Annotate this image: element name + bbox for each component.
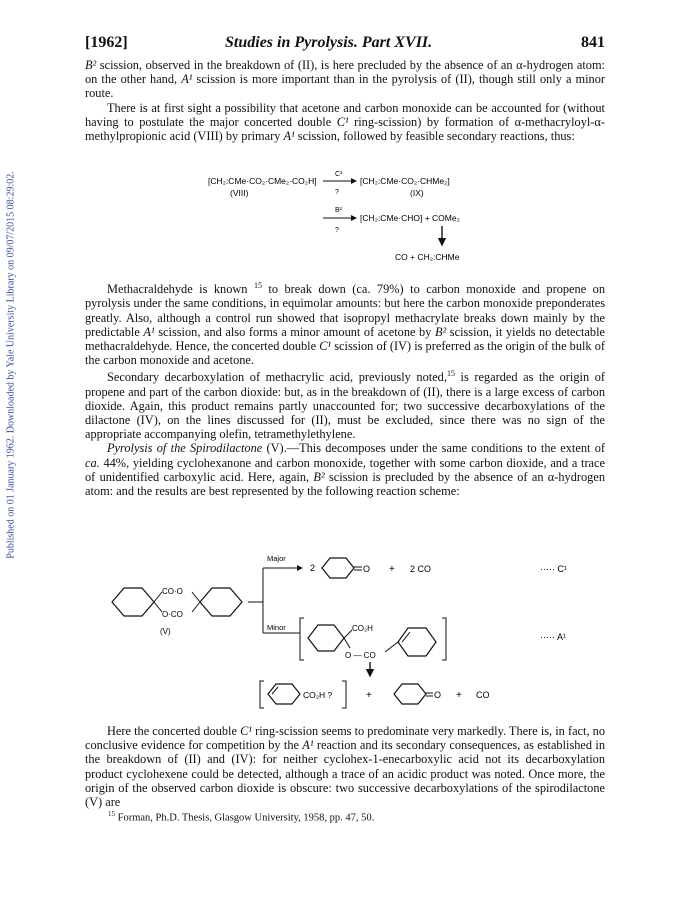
cyclohexanone-ring bbox=[322, 558, 354, 578]
reference-superscript: 15 bbox=[446, 369, 455, 379]
text-run: reaction and its secondary consequences, as established in the breakdown of (II) and (IV): for neither cyclohex-1-enecarboxylic acid not its decarboxylation product cyclohexene could be detected, although a trace of an acidic product was noted. Once more, the origin of the observed carbon dioxide is obscure: two successive decarboxylations of the spirodilactone (V) are bbox=[85, 738, 605, 810]
arrow-b2-label: B² bbox=[335, 207, 342, 214]
reaction-scheme-1 bbox=[0, 168, 699, 268]
two-co: 2 CO bbox=[410, 564, 432, 574]
bracket-left bbox=[260, 681, 264, 708]
compound-viii: [CH₂:CMe·CO₂·CMe₂·CO₂H] bbox=[208, 176, 317, 186]
o-co-chain: O — CO bbox=[345, 651, 376, 660]
plus-sign: + bbox=[389, 564, 395, 575]
o-co-label: O·CO bbox=[162, 610, 183, 619]
text-run: scission is more important than in the pyrolysis of (II), though still only a minor route. bbox=[85, 72, 606, 101]
question-mark: ? bbox=[335, 227, 339, 234]
co-o-label: CO·O bbox=[162, 587, 183, 596]
text-run: scission is precluded by the absence of an α-hydrogen atom: and the results are best represented by the following reaction scheme: bbox=[85, 469, 605, 499]
coefficient: 2 bbox=[310, 563, 316, 573]
header-title: Studies in Pyrolysis. Part XVII. bbox=[225, 34, 433, 51]
section-heading: Pyrolysis of the Spirodilactone bbox=[107, 441, 263, 456]
symbol: C¹ bbox=[319, 338, 332, 353]
text-run: scission, followed by feasible secondary reactions, thus: bbox=[294, 129, 575, 144]
text-run: scission of (IV) is preferred as the origin of the bulk of the carbon monoxide and acetone. bbox=[85, 338, 605, 368]
text-run: Secondary decarboxylation of methacrylic acid, previously noted, bbox=[107, 370, 447, 385]
paragraph-6 bbox=[85, 724, 605, 809]
symbol: C¹ bbox=[336, 114, 349, 129]
symbol: B² bbox=[434, 324, 447, 339]
symbol: A¹ bbox=[181, 72, 193, 87]
double-bond bbox=[402, 632, 410, 642]
bond bbox=[154, 602, 162, 612]
arrow-c1-label: C¹ bbox=[335, 171, 343, 178]
sidebar-text: Published on 01 January 1962. Downloaded by Yale University Library on 09/07/2015 08:29:02. bbox=[5, 171, 17, 559]
body-text-bottom bbox=[85, 724, 605, 809]
header-year: [1962] bbox=[85, 34, 128, 51]
paragraph-3 bbox=[85, 279, 605, 367]
bond bbox=[344, 638, 350, 648]
bracket-right bbox=[342, 681, 346, 708]
bond bbox=[154, 592, 162, 602]
label-v: (V) bbox=[160, 627, 171, 636]
cyclohexane-ring bbox=[200, 588, 242, 616]
plus-sign: + bbox=[366, 690, 372, 701]
symbol: C¹ bbox=[240, 724, 253, 738]
c1-pathway-label: ····· C¹ bbox=[540, 564, 567, 574]
text-run: Methacraldehyde is known bbox=[107, 282, 254, 297]
symbol: A¹ bbox=[143, 324, 155, 339]
cyclohexane-ring bbox=[112, 588, 154, 616]
bond bbox=[344, 630, 352, 638]
body-text-top bbox=[85, 58, 605, 143]
products-2: [CH₂:CMe·CHO] + COMe₂ bbox=[360, 213, 460, 223]
bracket-left bbox=[300, 618, 304, 660]
text-run: Here the concerted double bbox=[107, 724, 241, 738]
paragraph-1 bbox=[85, 58, 605, 101]
running-header bbox=[85, 34, 605, 52]
final-products: CO + CH₂:CHMe bbox=[395, 252, 460, 262]
plus-sign: + bbox=[456, 690, 462, 701]
cyclohexanone-ring bbox=[394, 684, 426, 704]
label-viii: (VIII) bbox=[230, 188, 249, 198]
symbol: B² bbox=[85, 58, 97, 72]
symbol: A¹ bbox=[283, 129, 295, 144]
question-mark: ? bbox=[335, 189, 339, 196]
symbol: B² bbox=[313, 469, 325, 484]
text-run: ring-scission) by formation of α-methacryloyl-α-methylpropionic acid (VIII) by primary bbox=[85, 114, 605, 144]
text-run: There is at first sight a possibility that acetone and carbon monoxide can be accounted for (without having to postulate the major concerted double bbox=[85, 100, 605, 129]
symbol: A¹ bbox=[302, 738, 314, 753]
text-run: 44%, yielding cyclohexanone and carbon monoxide, together with some carbon dioxide, and a trace of unidentified carboxylic acid. Here, again, bbox=[85, 455, 605, 484]
text-run: to break down (ca. 79%) to carbon monoxide and propene on pyrolysis under the same conditions, in equimolar amounts: but here the carbon monoxide preponderates greatly. Also, although a control run showed that isopropyl methacrylate breaks down mainly by the predictable bbox=[85, 282, 605, 339]
oxygen-label: O bbox=[434, 690, 442, 700]
paragraph-2 bbox=[85, 101, 605, 144]
co2h-question: CO₂H ? bbox=[303, 690, 333, 700]
oxygen-label: O bbox=[363, 564, 371, 574]
bond bbox=[192, 592, 200, 602]
co-product: CO bbox=[476, 690, 490, 700]
text-run: ring-scission seems to predominate very markedly. There is, in fact, no conclusive evidence for competition by the bbox=[85, 724, 605, 753]
bracket-right bbox=[442, 618, 446, 660]
text-run: is regarded as the origin of propene and part of the carbon dioxide: but, as in the breakdown of (II), there is a large excess of carbon dioxide. Again, this product remains partly unaccounted for; two successive decarboxylations of the dilactone (IV), on the lines discussed for (II), must be excluded, since there was no sign of the appropriate accompanying olefin, tetramethylethylene. bbox=[85, 370, 605, 442]
cyclohexene-ring bbox=[268, 684, 300, 704]
label-ix: (IX) bbox=[410, 188, 424, 198]
paragraph-4 bbox=[85, 367, 605, 441]
text-run: (V).—This decomposes under the same conditions to the extent of bbox=[262, 441, 605, 456]
reaction-scheme-2 bbox=[0, 548, 699, 718]
footnote bbox=[108, 810, 374, 824]
cyclohexane-ring bbox=[308, 625, 344, 651]
body-text-middle bbox=[85, 279, 605, 498]
a1-pathway-label: ····· A¹ bbox=[540, 632, 566, 642]
reference-superscript: 15 bbox=[253, 281, 262, 290]
bond bbox=[385, 642, 398, 652]
minor-label: Minor bbox=[267, 623, 286, 632]
page-number: 841 bbox=[581, 34, 605, 51]
text-run: scission, it yields no detectable methacraldehyde. Hence, the concerted double bbox=[85, 324, 605, 353]
footnote-text: Forman, Ph.D. Thesis, Glasgow University, 1958, pp. 47, 50. bbox=[115, 812, 375, 824]
text-run: scission, observed in the breakdown of (II), is here precluded by the absence of an α-hydrogen atom: on the other hand, bbox=[85, 58, 605, 87]
paragraph-5 bbox=[85, 441, 605, 498]
bond bbox=[192, 602, 200, 612]
text-run: ca. bbox=[85, 455, 100, 470]
compound-ix: [CH₂:CMe·CO₂·CHMe₂] bbox=[360, 176, 450, 186]
footnote-number: 15 bbox=[108, 810, 115, 818]
co2h-label: CO₂H bbox=[352, 624, 373, 633]
text-run: scission, and also forms a minor amount of acetone by bbox=[154, 324, 435, 339]
cyclohexene-ring bbox=[398, 628, 436, 656]
major-label: Major bbox=[267, 554, 286, 563]
